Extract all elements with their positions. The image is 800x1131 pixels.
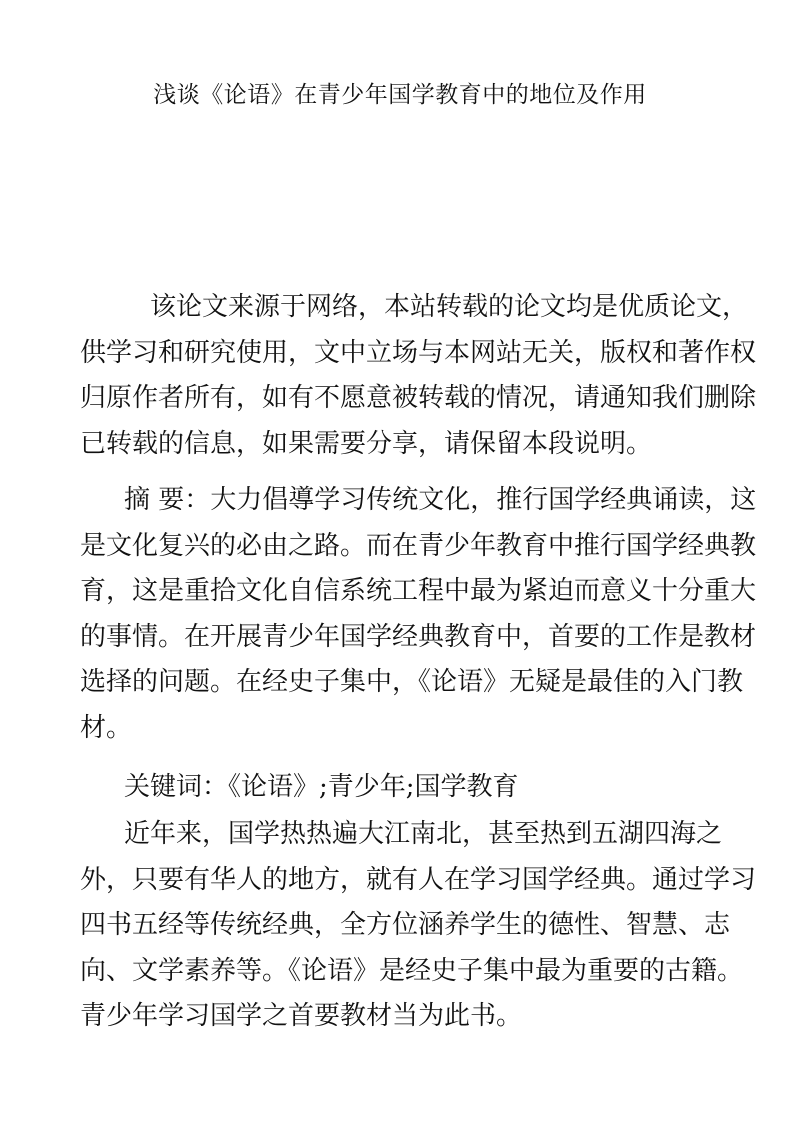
intro-paragraph — [80, 812, 757, 1040]
abstract-line: 育，这是重拾文化自信系统工程中最为紧迫而意义十分重大 — [80, 576, 757, 606]
keywords-paragraph — [80, 765, 720, 811]
abstract-line: 材。 — [80, 712, 133, 743]
intro-line: 外，只要有华人的地方，就有人在学习国学经典。通过学习 — [80, 864, 757, 895]
keywords-line: 关键词：《论语》;青少年;国学教育 — [124, 772, 519, 802]
abstract-line: 的事情。在开展青少年国学经典教育中，首要的工作是教材 — [80, 621, 757, 652]
document-title: 浅谈《论语》在青少年国学教育中的地位及作用 — [153, 82, 647, 108]
disclaimer-line: 已转载的信息，如果需要分享，请保留本段说明。 — [80, 428, 653, 459]
intro-line: 向、文学素养等。《论语》是经史子集中最为重要的古籍。 — [80, 955, 744, 986]
abstract-line: 选择的问题。在经史子集中，《论语》无疑是最佳的入门教 — [80, 667, 744, 697]
disclaimer-line: 供学习和研究使用，文中立场与本网站无关，版权和著作权 — [80, 337, 757, 368]
abstract-line: 是文化复兴的必由之路。而在青少年教育中推行国学经典教 — [80, 530, 757, 561]
intro-line: 近年来，国学热热遍大江南北，甚至热到五湖四海之 — [124, 819, 723, 849]
intro-line: 青少年学习国学之首要教材当为此书。 — [80, 1001, 523, 1031]
disclaimer-line: 归原作者所有，如有不愿意被转载的情况，请通知我们删除 — [80, 383, 757, 413]
abstract-paragraph — [80, 478, 757, 751]
disclaimer-paragraph — [80, 285, 757, 467]
intro-line: 四书五经等传统经典，全方位涵养学生的德性、智慧、志 — [80, 910, 731, 940]
disclaimer-line: 该论文来源于网络，本站转载的论文均是优质论文， — [150, 292, 749, 322]
abstract-line: 摘 要：大力倡導学习传统文化，推行国学经典诵读，这 — [124, 485, 757, 515]
